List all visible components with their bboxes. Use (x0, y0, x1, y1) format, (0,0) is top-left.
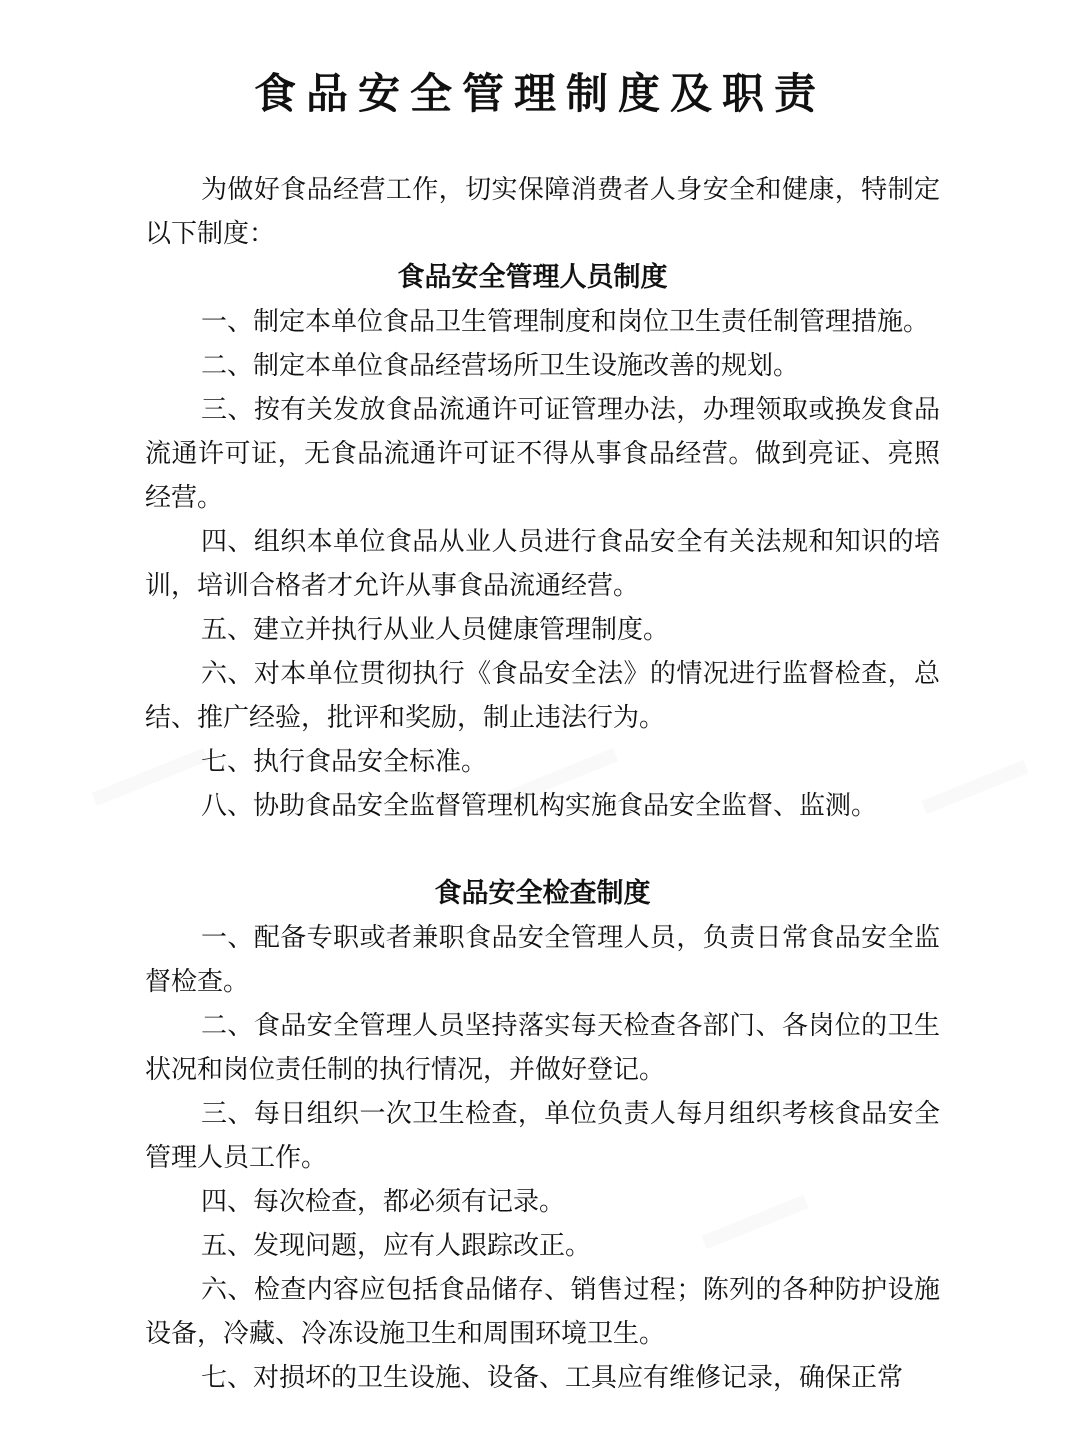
document-body (145, 168, 940, 1400)
list-item: 七、执行食品安全标准。 (201, 747, 488, 777)
section-heading-inspection: 食品安全检查制度 (434, 878, 651, 909)
list-item: 七、对损坏的卫生设施、设备、工具应有维修记录，确保正常 (201, 1363, 904, 1393)
document-title: 食品安全管理制度及职责 (253, 69, 826, 118)
intro-paragraph: 为做好食品经营工作，切实保障消费者人身安全和健康，特制定以下制度： (145, 175, 940, 249)
list-item: 五、发现问题，应有人跟踪改正。 (201, 1231, 592, 1261)
list-item: 八、协助食品安全监督管理机构实施食品安全监督、监测。 (201, 791, 878, 821)
list-item: 三、每日组织一次卫生检查，单位负责人每月组织考核食品安全管理人员工作。 (145, 1099, 940, 1173)
section-heading-personnel: 食品安全管理人员制度 (397, 262, 668, 293)
list-item: 四、每次检查，都必须有记录。 (201, 1187, 566, 1217)
list-item: 三、按有关发放食品流通许可证管理办法，办理领取或换发食品流通许可证，无食品流通许可证不得从事食品经营。做到亮证、亮照经营。 (145, 395, 940, 513)
list-item: 六、对本单位贯彻执行《食品安全法》的情况进行监督检查，总结、推广经验，批评和奖励，制止违法行为。 (145, 659, 940, 733)
list-item: 四、组织本单位食品从业人员进行食品安全有关法规和知识的培训，培训合格者才允许从事食品流通经营。 (145, 527, 940, 601)
section-spacer (145, 828, 940, 872)
list-item: 二、制定本单位食品经营场所卫生设施改善的规划。 (201, 351, 800, 381)
list-item: 二、食品安全管理人员坚持落实每天检查各部门、各岗位的卫生状况和岗位责任制的执行情况，并做好登记。 (145, 1011, 940, 1085)
list-item: 六、检查内容应包括食品储存、销售过程；陈列的各种防护设施设备，冷藏、冷冻设施卫生和周围环境卫生。 (145, 1275, 940, 1349)
list-item: 一、制定本单位食品卫生管理制度和岗位卫生责任制管理措施。 (201, 307, 930, 337)
list-item: 五、建立并执行从业人员健康管理制度。 (201, 615, 670, 645)
list-item: 一、配备专职或者兼职食品安全管理人员，负责日常食品安全监督检查。 (145, 923, 940, 997)
